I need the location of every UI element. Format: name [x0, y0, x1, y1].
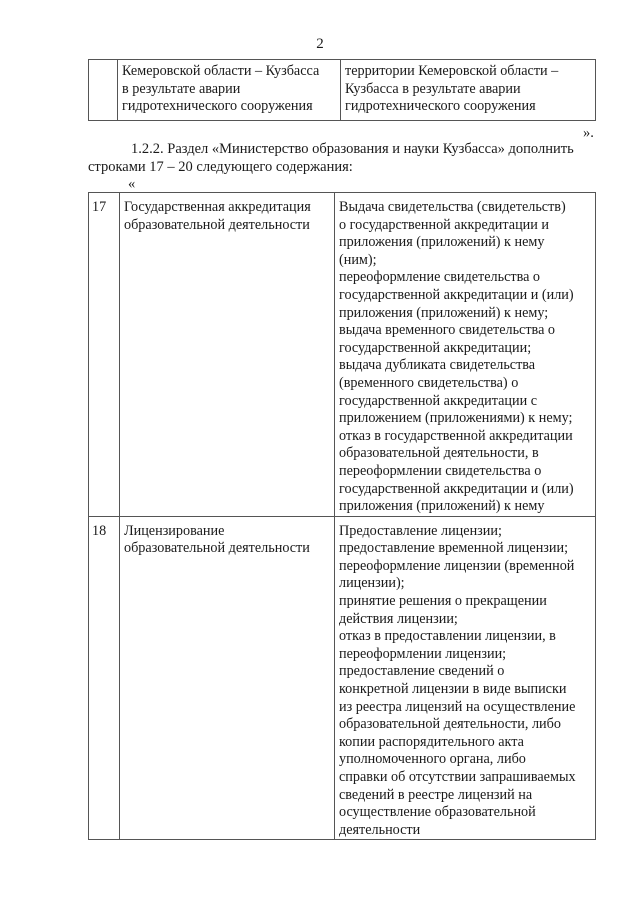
cell-text-line: образовательной деятельности [124, 540, 310, 557]
cell-text-line: Лицензирование [124, 522, 225, 539]
cell-text-line: государственной аккредитации и (или) [339, 480, 574, 497]
cell-text-line: принятие решения о прекращении [339, 593, 547, 610]
service-cell [341, 60, 596, 121]
continued-table [88, 59, 596, 121]
table-row [89, 193, 596, 517]
cell-text-line: отказ в государственной аккредитации [339, 427, 573, 444]
service-cell [335, 193, 596, 517]
cell-text-line: приложения (приложений) к нему; [339, 304, 549, 321]
cell-text-line: Государственная аккредитация [124, 199, 311, 215]
table-row [89, 516, 596, 840]
cell-text-line: из реестра лицензий на осуществление [339, 698, 576, 715]
page-number: 2 [316, 36, 324, 52]
cell-text-line: гидротехнического сооружения [122, 98, 313, 115]
cell-text-line: сведений в реестре лицензий на [339, 786, 533, 803]
name-cell [120, 193, 335, 517]
number-cell [89, 60, 118, 121]
cell-text-line: Кемеровской области – Кузбасса [122, 63, 320, 79]
cell-text-line: осуществление образовательной [339, 804, 536, 821]
cell-text-line: предоставление сведений о [339, 663, 505, 680]
cell-text-line: (ним); [339, 251, 377, 268]
cell-text-line: о государственной аккредитации и [339, 216, 549, 233]
cell-text-line: предоставление временной лицензии; [339, 540, 569, 557]
cell-text-line: образовательной деятельности, либо [339, 716, 561, 733]
cell-text-line: справки об отсутствии запрашиваемых [339, 769, 576, 785]
cell-text-line: действия лицензии; [339, 610, 458, 627]
cell-text-line: Выдача свидетельства (свидетельств) [339, 199, 566, 215]
services-table [88, 192, 596, 840]
row-number: 18 [89, 516, 120, 840]
cell-text-line: конкретной лицензии в виде выписки [339, 681, 567, 698]
cell-text-line: выдача дубликата свидетельства [339, 357, 536, 374]
cell-text-line: гидротехнического сооружения [345, 98, 536, 115]
paragraph-line: 1.2.2. Раздел «Министерство образования и науки Кузбасса» дополнить [131, 141, 574, 157]
cell-text-line: переоформлении свидетельства о [339, 462, 542, 479]
cell-text-line: переоформление лицензии (временной [339, 557, 575, 574]
cell-text-line: приложения (приложений) к нему [339, 234, 545, 251]
closing-quote: ». [583, 125, 594, 141]
row-number: 17 [89, 193, 120, 517]
cell-text-line: приложением (приложениями) к нему; [339, 410, 573, 427]
name-cell [118, 60, 341, 121]
cell-text-line: переоформлении лицензии; [339, 645, 507, 662]
cell-text-line: государственной аккредитации и (или) [339, 286, 574, 303]
cell-text-line: копии распорядительного акта [339, 733, 524, 750]
paragraph-line: строками 17 – 20 следующего содержания: [88, 159, 353, 175]
cell-text-line: отказ в предоставлении лицензии, в [339, 628, 556, 645]
cell-text-line: государственной аккредитации; [339, 339, 532, 356]
opening-quote: « [128, 176, 136, 192]
cell-text-line: переоформление свидетельства о [339, 269, 541, 286]
cell-text-line: территории Кемеровской области – [345, 63, 559, 79]
name-cell [120, 516, 335, 840]
cell-text-line: выдача временного свидетельства о [339, 322, 556, 339]
table-row [89, 60, 596, 121]
cell-text-line: образовательной деятельности, в [339, 445, 539, 462]
cell-text-line: Кузбасса в результате аварии [345, 80, 521, 97]
cell-text-line: лицензии); [339, 575, 405, 592]
cell-text-line: (временного свидетельства) о [339, 374, 519, 391]
cell-text-line: Предоставление лицензии; [339, 522, 502, 539]
cell-text-line: приложения (приложений) к нему [339, 498, 545, 515]
cell-text-line: государственной аккредитации с [339, 392, 538, 409]
service-cell [335, 516, 596, 840]
cell-text-line: деятельности [339, 821, 421, 838]
cell-text-line: образовательной деятельности [124, 216, 310, 233]
cell-text-line: в результате аварии [122, 80, 241, 97]
cell-text-line: уполномоченного органа, либо [339, 751, 526, 768]
